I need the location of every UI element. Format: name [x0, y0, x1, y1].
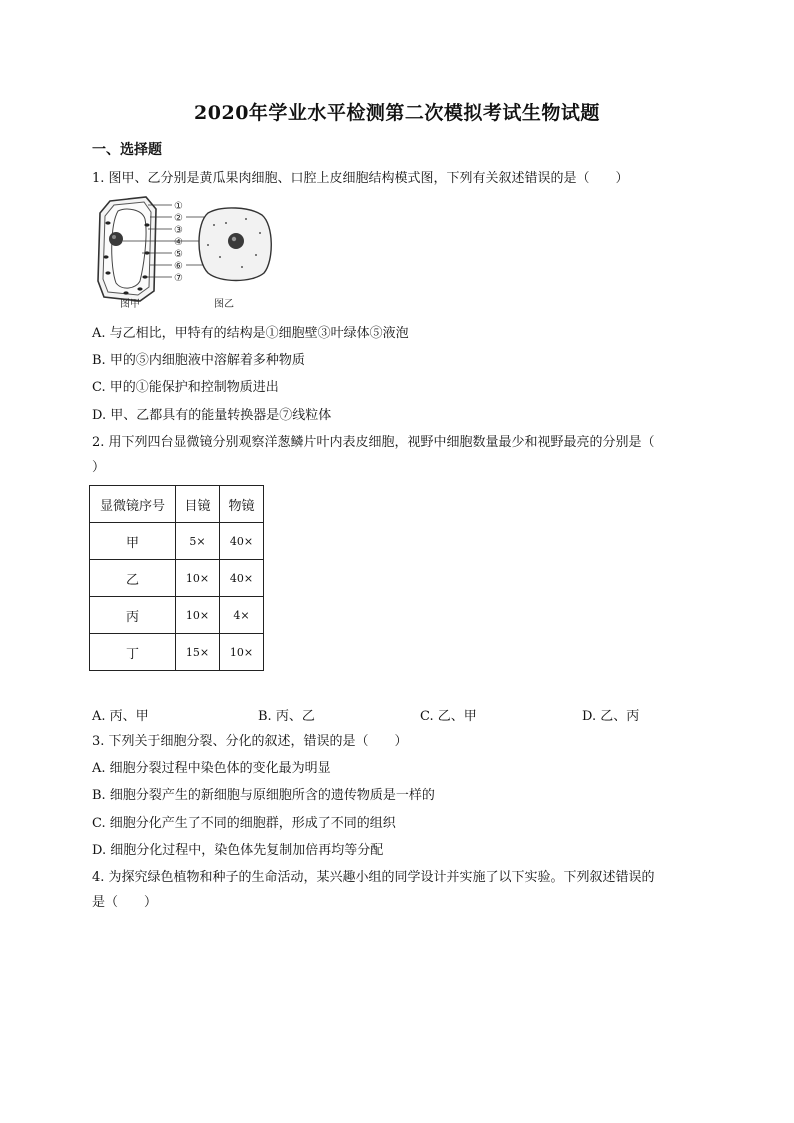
figure-label-4: ④ [174, 237, 183, 248]
table-cell: 丙 [90, 597, 176, 634]
animal-cell-diagram [199, 208, 271, 281]
table-row [90, 634, 264, 671]
table-cell: 4× [220, 597, 264, 634]
table-cell: 10× [176, 560, 220, 597]
question-1-option-c: C. 甲的①能保护和控制物质进出 [92, 380, 279, 395]
table-cell: 10× [176, 597, 220, 634]
plant-cell-diagram [98, 197, 156, 301]
table-header: 显微镜序号 [90, 486, 176, 523]
microscope-table [89, 485, 264, 671]
figure-label-6: ⑥ [174, 261, 183, 272]
question-2-option-c: C. 乙、甲 [420, 709, 477, 724]
figure-label-5: ⑤ [174, 249, 183, 260]
question-3-option-d: D. 细胞分化过程中，染色体先复制加倍再均等分配 [92, 843, 384, 858]
table-cell: 乙 [90, 560, 176, 597]
table-header: 目镜 [176, 486, 220, 523]
question-4-stem: 4. 为探究绿色植物和种子的生命活动，某兴趣小组的同学设计并实施了以下实验。下列叙述错误的 [92, 870, 655, 885]
figure-label-7: ⑦ [174, 273, 183, 284]
figure-label-2: ② [174, 213, 183, 224]
question-2-options [92, 705, 712, 723]
question-3-option-a: A. 细胞分裂过程中染色体的变化最为明显 [92, 761, 331, 776]
table-cell: 5× [176, 523, 220, 560]
section-heading: 一、选择题 [92, 142, 162, 158]
question-3-stem: 3. 下列关于细胞分裂、分化的叙述，错误的是（ ） [92, 734, 408, 749]
question-4-stem-continued: 是（ ） [92, 895, 158, 910]
question-1-option-d: D. 甲、乙都具有的能量转换器是⑦线粒体 [92, 408, 332, 423]
question-2-option-b: B. 丙、乙 [258, 709, 315, 724]
table-header: 物镜 [220, 486, 264, 523]
table-cell: 丁 [90, 634, 176, 671]
table-cell: 甲 [90, 523, 176, 560]
figure-label-3: ③ [174, 225, 183, 236]
table-header-row [90, 486, 264, 523]
caption-figure-b: 图乙 [214, 299, 234, 310]
table-cell: 40× [220, 560, 264, 597]
page-title: 2020年学业水平检测第二次模拟考试生物试题 [194, 102, 600, 124]
question-1-option-b: B. 甲的⑤内细胞液中溶解着多种物质 [92, 353, 305, 368]
table-row [90, 523, 264, 560]
question-2-stem: 2. 用下列四台显微镜分别观察洋葱鳞片叶内表皮细胞，视野中细胞数量最少和视野最亮的分别是（ [92, 435, 655, 450]
caption-figure-a: 图甲 [120, 299, 140, 310]
table-cell: 40× [220, 523, 264, 560]
table-row [90, 597, 264, 634]
question-3-option-b: B. 细胞分裂产生的新细胞与原细胞所含的遗传物质是一样的 [92, 788, 435, 803]
question-2-option-d: D. 乙、丙 [582, 709, 640, 724]
table-cell: 10× [220, 634, 264, 671]
table-cell: 15× [176, 634, 220, 671]
figure-label-1: ① [174, 201, 183, 212]
question-1-option-a: A. 与乙相比，甲特有的结构是①细胞壁③叶绿体⑤液泡 [92, 326, 409, 341]
table-row [90, 560, 264, 597]
question-1-stem: 1. 图甲、乙分别是黄瓜果肉细胞、口腔上皮细胞结构模式图，下列有关叙述错误的是（ ） [92, 171, 629, 186]
cell-structure-figure [96, 195, 286, 313]
question-3-option-c: C. 细胞分化产生了不同的细胞群，形成了不同的组织 [92, 816, 396, 831]
question-2-stem-continued: ） [92, 460, 106, 475]
question-2-option-a: A. 丙、甲 [92, 709, 149, 724]
